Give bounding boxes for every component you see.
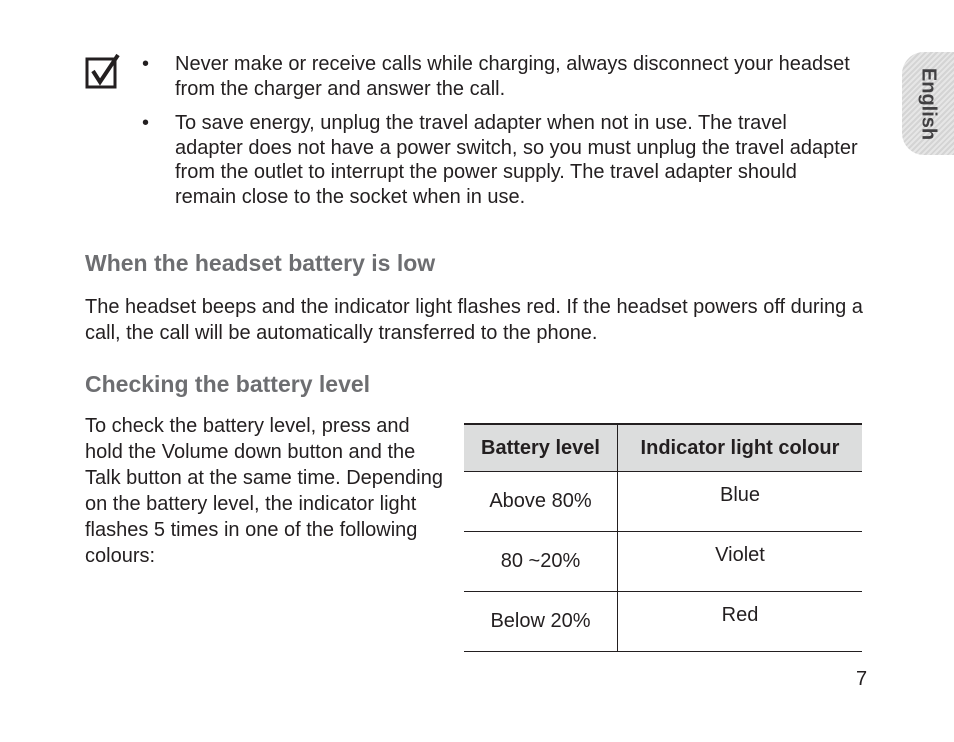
note-item xyxy=(140,52,860,101)
section-heading-battery-low: When the headset battery is low xyxy=(85,250,436,276)
table-row xyxy=(464,472,862,532)
check-battery-paragraph: To check the battery level, press and hold the Volume down button and the Talk button at the same time. Depending on the battery level, the indicator light flashes 5 times in one of the following colours: xyxy=(85,415,443,567)
column-header-indicator-colour: Indicator light colour xyxy=(618,424,863,472)
section-heading-check-battery: Checking the battery level xyxy=(85,371,371,397)
note-text: Never make or receive calls while charging, always disconnect your headset from the charger and answer the call. xyxy=(175,53,850,100)
language-tab-label: English xyxy=(917,67,940,140)
note-checkbox-icon xyxy=(85,53,121,89)
battery-level-cell: Above 80% xyxy=(464,472,618,532)
battery-low-paragraph: The headset beeps and the indicator light flashes red. If the headset powers off during a call, the call will be automatically transferred to the phone. xyxy=(85,296,863,344)
battery-level-cell: Below 20% xyxy=(464,592,618,652)
page-number: 7 xyxy=(856,668,868,690)
language-tab xyxy=(902,52,954,155)
note-text: To save energy, unplug the travel adapter when not in use. The travel adapter does not have a power switch, so you must unplug the travel adapter from the outlet to interrupt the power supply. The travel adapter should remain close to the socket when in use. xyxy=(175,112,858,208)
table-row xyxy=(464,592,862,652)
indicator-colour-cell: Violet xyxy=(618,532,863,592)
indicator-colour-cell: Blue xyxy=(618,472,863,532)
notes-list xyxy=(140,52,860,219)
indicator-colour-cell: Red xyxy=(618,592,863,652)
battery-level-cell: 80 ~20% xyxy=(464,532,618,592)
bullet-marker: • xyxy=(142,53,150,75)
note-item xyxy=(140,111,860,209)
battery-level-table xyxy=(464,423,862,652)
bullet-marker: • xyxy=(142,112,150,134)
table-header-row xyxy=(464,424,862,472)
table-row xyxy=(464,532,862,592)
column-header-battery-level: Battery level xyxy=(464,424,618,472)
